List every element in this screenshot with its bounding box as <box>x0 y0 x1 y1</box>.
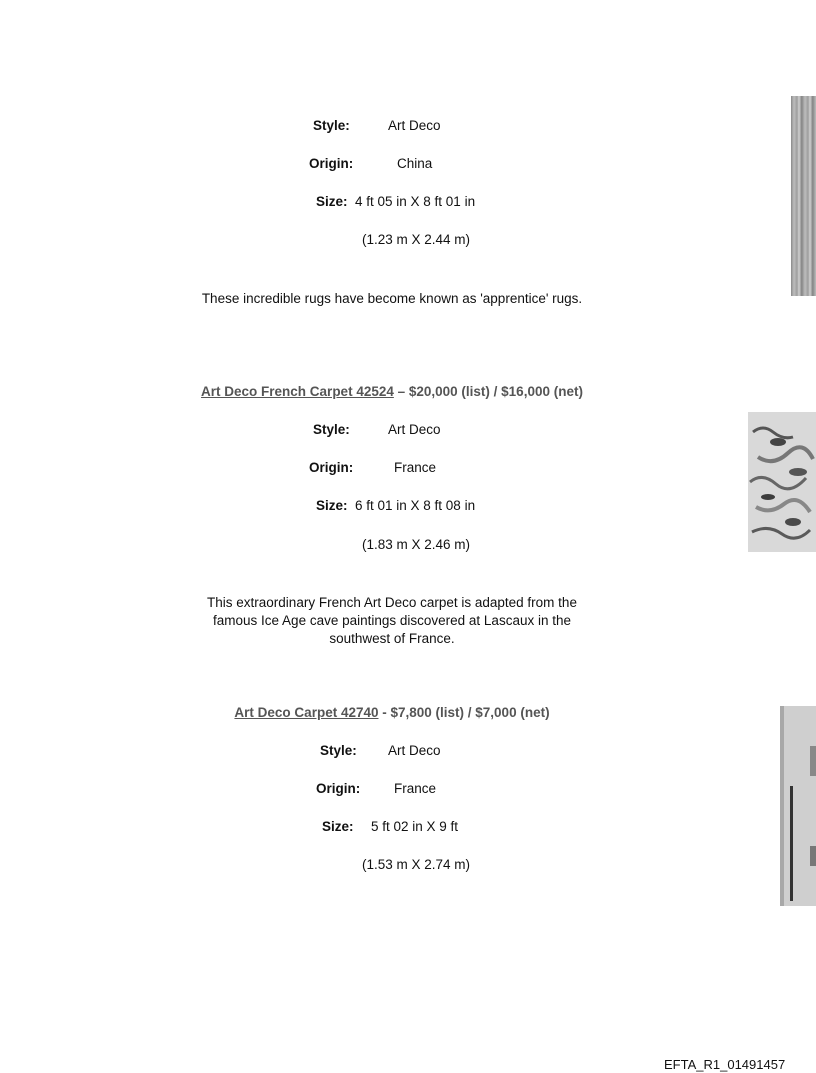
rug3-title-link[interactable]: Art Deco Carpet 42740 <box>234 705 379 720</box>
rug1-description: These incredible rugs have become known as 'apprentice' rugs. <box>201 291 583 306</box>
rug2-size-value: 6 ft 01 in X 8 ft 08 in <box>355 498 476 513</box>
rug3-size-label: Size: <box>322 819 354 834</box>
rug1-size-value: 4 ft 05 in X 8 ft 01 in <box>355 194 476 209</box>
rug2-size-label: Size: <box>316 498 348 513</box>
document-id: EFTA_R1_01491457 <box>664 1057 786 1072</box>
rug2-title <box>190 384 594 399</box>
rug2-style-value: Art Deco <box>388 422 441 437</box>
rug2-origin-label: Origin: <box>309 460 354 475</box>
rug2-price: – $20,000 (list) / $16,000 (net) <box>393 384 583 399</box>
rug2-origin-value: France <box>394 460 437 475</box>
rug2-image <box>748 412 816 552</box>
rug2-image-pattern <box>748 412 816 552</box>
rug1-metric-size: (1.23 m X 2.44 m) <box>362 232 471 247</box>
rug2-metric-size: (1.83 m X 2.46 m) <box>362 537 471 552</box>
rug2-title-link[interactable]: Art Deco French Carpet 42524 <box>201 384 394 399</box>
rug2-style-label: Style: <box>313 422 350 437</box>
rug1-style-label: Style: <box>313 118 350 133</box>
rug1-origin-label: Origin: <box>309 156 354 171</box>
rug3-style-label: Style: <box>320 743 357 758</box>
rug3-metric-size: (1.53 m X 2.74 m) <box>362 857 471 872</box>
rug1-image <box>791 96 816 296</box>
rug1-size-label: Size: <box>316 194 348 209</box>
rug3-origin-value: France <box>394 781 437 796</box>
rug3-size-value: 5 ft 02 in X 9 ft <box>371 819 459 834</box>
rug3-image <box>780 706 816 906</box>
rug1-origin-value: China <box>397 156 433 171</box>
rug1-style-value: Art Deco <box>388 118 441 133</box>
rug3-price: - $7,800 (list) / $7,000 (net) <box>378 705 550 720</box>
rug3-style-value: Art Deco <box>388 743 441 758</box>
rug3-origin-label: Origin: <box>316 781 361 796</box>
rug2-description: This extraordinary French Art Deco carpet is adapted from the famous Ice Age cave paintings discovered at Lascaux in the southwest of France. <box>207 595 577 646</box>
rug3-title <box>190 705 594 720</box>
rug3-image-pattern <box>780 706 816 906</box>
